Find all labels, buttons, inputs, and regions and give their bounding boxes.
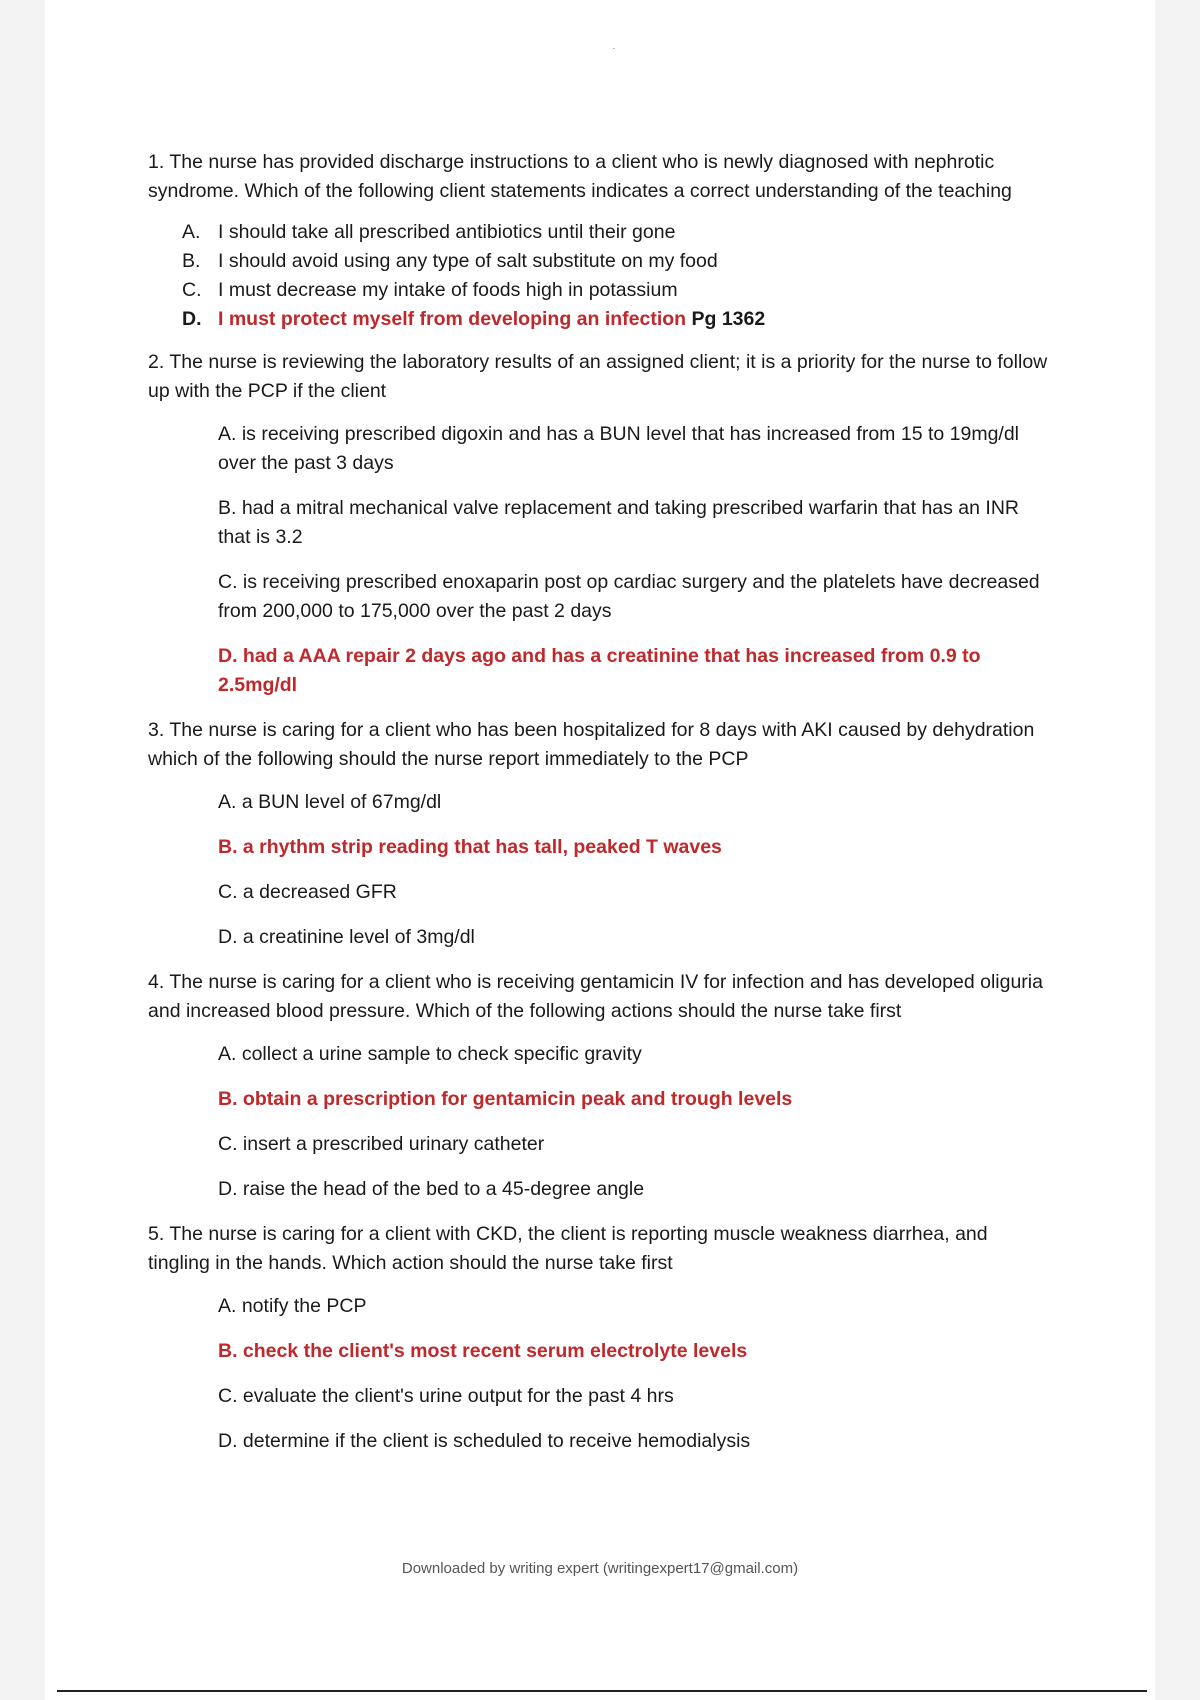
question-stem: 2. The nurse is reviewing the laboratory results of an assigned client; it is a priority for the nurse to follow up with the PCP if the client [148,351,1048,402]
option-b [148,247,1048,276]
option-letter: A. [182,221,201,243]
question-stem: 5. The nurse is caring for a client with CKD, the client is reporting muscle weakness diarrhea, and tingling in the hands. Which action should the nurse take first [148,1223,988,1274]
document-page [45,0,1155,1700]
option-b-correct: B. obtain a prescription for gentamicin peak and trough levels [218,1088,793,1110]
option-c: C. a decreased GFR [218,881,397,903]
option-c [148,276,1048,305]
option-letter: C. [182,279,202,301]
option-list [148,218,1048,334]
option-c: C. is receiving prescribed enoxaparin post op cardiac surgery and the platelets have decreased from 200,000 to 175,000 over the past 2 days [218,571,1040,622]
question-5 [148,1220,1048,1456]
option-b-correct: B. a rhythm strip reading that has tall, peaked T waves [218,836,722,858]
option-text: I must decrease my intake of foods high in potassium [218,279,678,301]
question-list [148,148,1048,1472]
option-b: B. had a mitral mechanical valve replacement and taking prescribed warfarin that has an INR that is 3.2 [218,497,1019,548]
question-2 [148,348,1048,700]
option-d-correct: D. had a AAA repair 2 days ago and has a creatinine that has increased from 0.9 to 2.5mg/dl [218,645,981,696]
page-mark [613,48,615,49]
option-c: C. insert a prescribed urinary catheter [218,1133,545,1155]
option-a: A. notify the PCP [218,1295,367,1317]
option-c: C. evaluate the client's urine output for the past 4 hrs [218,1385,674,1407]
option-text: I should avoid using any type of salt substitute on my food [218,250,718,272]
page-reference: Pg 1362 [691,308,766,330]
question-4 [148,968,1048,1204]
option-text: I should take all prescribed antibiotics until their gone [218,221,676,243]
option-letter: B. [182,250,201,272]
question-3 [148,716,1048,952]
option-d-correct [148,305,1048,334]
option-a: A. is receiving prescribed digoxin and has a BUN level that has increased from 15 to 19mg/dl over the past 3 days [218,423,1020,474]
question-stem: 1. The nurse has provided discharge instructions to a client who is newly diagnosed with nephrotic syndrome. Which of the following client statements indicates a correct understanding of the teaching [148,151,1012,202]
correct-answer-text: I must protect myself from developing an infection [218,308,687,330]
option-a: A. collect a urine sample to check specific gravity [218,1043,642,1065]
option-b-correct: B. check the client's most recent serum electrolyte levels [218,1340,748,1362]
bottom-divider [57,1690,1147,1692]
option-a [148,218,1048,247]
question-stem: 4. The nurse is caring for a client who is receiving gentamicin IV for infection and has developed oliguria and increased blood pressure. Which of the following actions should the nurse take first [148,971,1043,1022]
option-d: D. raise the head of the bed to a 45-degree angle [218,1178,645,1200]
option-d: D. a creatinine level of 3mg/dl [218,926,475,948]
option-a: A. a BUN level of 67mg/dl [218,791,442,813]
option-d: D. determine if the client is scheduled to receive hemodialysis [218,1430,751,1452]
option-letter: D. [182,308,202,330]
question-1 [148,148,1048,334]
question-stem: 3. The nurse is caring for a client who has been hospitalized for 8 days with AKI caused by dehydration which of the following should the nurse report immediately to the PCP [148,719,1035,770]
download-footer: Downloaded by writing expert (writingexpert17@gmail.com) [401,1560,799,1577]
